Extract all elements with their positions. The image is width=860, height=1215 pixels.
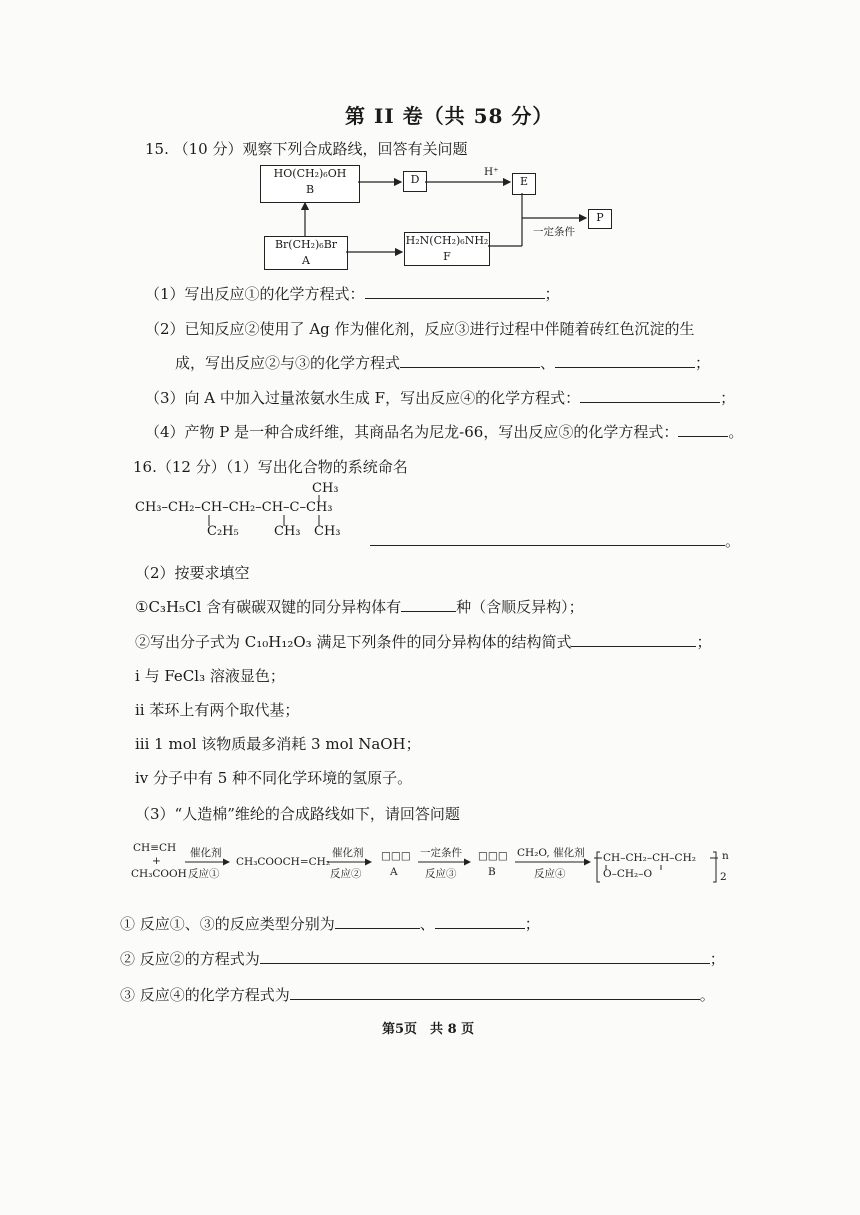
q16-part2-2-text: ②写出分子式为 C₁₀H₁₂O₃ 满足下列条件的同分异构体的结构简式: [135, 633, 572, 651]
product-B-box: □□□: [478, 850, 508, 862]
B-formula: HO(CH₂)₆OH: [273, 167, 347, 180]
q15-part2-line1: （2）已知反应②使用了 Ag 作为催化剂，反应③进行过程中伴随着砖红色沉淀的生: [145, 320, 695, 338]
product-B-label: B: [488, 866, 496, 878]
reactant-acetylene: CH≡CH: [133, 842, 177, 854]
q16-part3-1-sep: 、: [419, 915, 435, 933]
q16-part2-1-end: 种（含顺反异构）；: [456, 598, 584, 616]
q15-part1-end: ；: [544, 285, 560, 303]
A-label: A: [302, 254, 310, 267]
condition-label: 一定条件: [533, 226, 575, 238]
page-footer: 第5页 共 8 页: [382, 1022, 475, 1037]
q15-part2-end: ；: [695, 354, 711, 372]
q16-part3-1-end: ；: [524, 915, 540, 933]
vinylon-n: n: [722, 850, 729, 862]
q15-part3-end: ；: [720, 389, 736, 407]
product-A-label: A: [390, 866, 398, 878]
arrow1-bottom: 反应①: [188, 868, 220, 880]
q16-part2-head: （2）按要求填空: [135, 564, 250, 582]
q15-part4-text: （4）产物 P 是一种合成纤维，其商品名为尼龙-66，写出反应⑤的化学方程式：: [145, 423, 679, 441]
reactant-acetic-acid: CH₃COOH: [131, 868, 187, 880]
condition-i: i 与 FeCl₃ 溶液显色；: [135, 667, 285, 685]
q16-part3-3-end: 。: [699, 986, 715, 1004]
q15-part1-text: （1）写出反应①的化学方程式：: [145, 285, 365, 303]
vinylon-top: CH–CH₂–CH–CH₂: [603, 852, 696, 864]
q16-part3-1-text: ① 反应①、③的反应类型分别为: [120, 915, 335, 933]
arrow4-bottom: 反应④: [534, 868, 566, 880]
reactant-plus: +: [152, 855, 161, 867]
main-chain: CH₃–CH₂–CH–CH₂–CH–C–CH₃: [135, 500, 333, 515]
section-title: 第 II 卷（共 58 分）: [345, 104, 554, 128]
condition-iv: iv 分子中有 5 种不同化学环境的氢原子。: [135, 769, 413, 787]
condition-ii: ii 苯环上有两个取代基；: [135, 701, 300, 719]
q16-part2-2-end: ；: [696, 633, 712, 651]
P-label: P: [596, 211, 604, 224]
q16-part1-end: 。: [725, 532, 741, 550]
arrow3-top: 一定条件: [420, 847, 462, 859]
q15-part3-text: （3）向 A 中加入过量浓氨水生成 F，写出反应④的化学方程式：: [145, 389, 581, 407]
q16-part3-3-text: ③ 反应④的化学方程式为: [120, 986, 290, 1004]
D-label: D: [410, 173, 420, 186]
q16-part3-2-text: ② 反应②的方程式为: [120, 950, 260, 968]
vinylon-bottom: O–CH₂–O: [603, 868, 653, 880]
arrow2-top: 催化剂: [332, 847, 364, 859]
product-A-box: □□□: [381, 850, 411, 862]
answer-blank[interactable]: [435, 914, 525, 929]
A-formula: Br(CH₂)₆Br: [274, 238, 338, 251]
E-label: E: [519, 175, 529, 188]
q15-part2-text: 成，写出反应②与③的化学方程式: [175, 354, 401, 372]
q16-part3-head: （3）“人造棉”维纶的合成路线如下，请回答问题: [135, 805, 460, 823]
q15-part4-end: 。: [728, 423, 744, 441]
q16-part3-1: [120, 913, 540, 934]
q15-part2-sep: 、: [540, 354, 556, 372]
q15-stem: 15. （10 分）观察下列合成路线，回答有关问题: [145, 140, 468, 158]
vinylon-2: 2: [720, 871, 727, 883]
F-label: F: [443, 250, 451, 263]
arrow4-top: CH₂O, 催化剂: [517, 847, 585, 859]
q16-part3-2: [120, 948, 725, 969]
answer-blank[interactable]: [290, 985, 700, 1000]
q16-stem: 16.（12 分）（1）写出化合物的系统命名: [133, 458, 408, 476]
vinyl-acetate: CH₃COOCH=CH₂: [236, 856, 331, 868]
q16-part3-2-end: ；: [709, 950, 725, 968]
methyl-group-3: CH₃: [314, 524, 341, 539]
methyl-group-2: CH₃: [274, 524, 301, 539]
answer-blank[interactable]: [260, 949, 710, 964]
arrow3-bottom: 反应③: [425, 868, 457, 880]
ethyl-group: C₂H₅: [207, 524, 239, 539]
top-methyl: CH₃: [312, 481, 339, 496]
answer-blank[interactable]: [335, 914, 420, 929]
condition-iii: iii 1 mol 该物质最多消耗 3 mol NaOH；: [135, 735, 421, 753]
arrow2-bottom: 反应②: [330, 868, 362, 880]
arrow-H-label: H⁺: [484, 166, 499, 178]
arrow1-top: 催化剂: [190, 847, 222, 859]
q16-part3-3: [120, 984, 715, 1005]
F-formula: H₂N(CH₂)₆NH₂: [405, 234, 489, 247]
B-label: B: [305, 183, 315, 196]
q16-part2-1-text: ①C₃H₅Cl 含有碳碳双键的同分异构体有: [135, 598, 402, 616]
